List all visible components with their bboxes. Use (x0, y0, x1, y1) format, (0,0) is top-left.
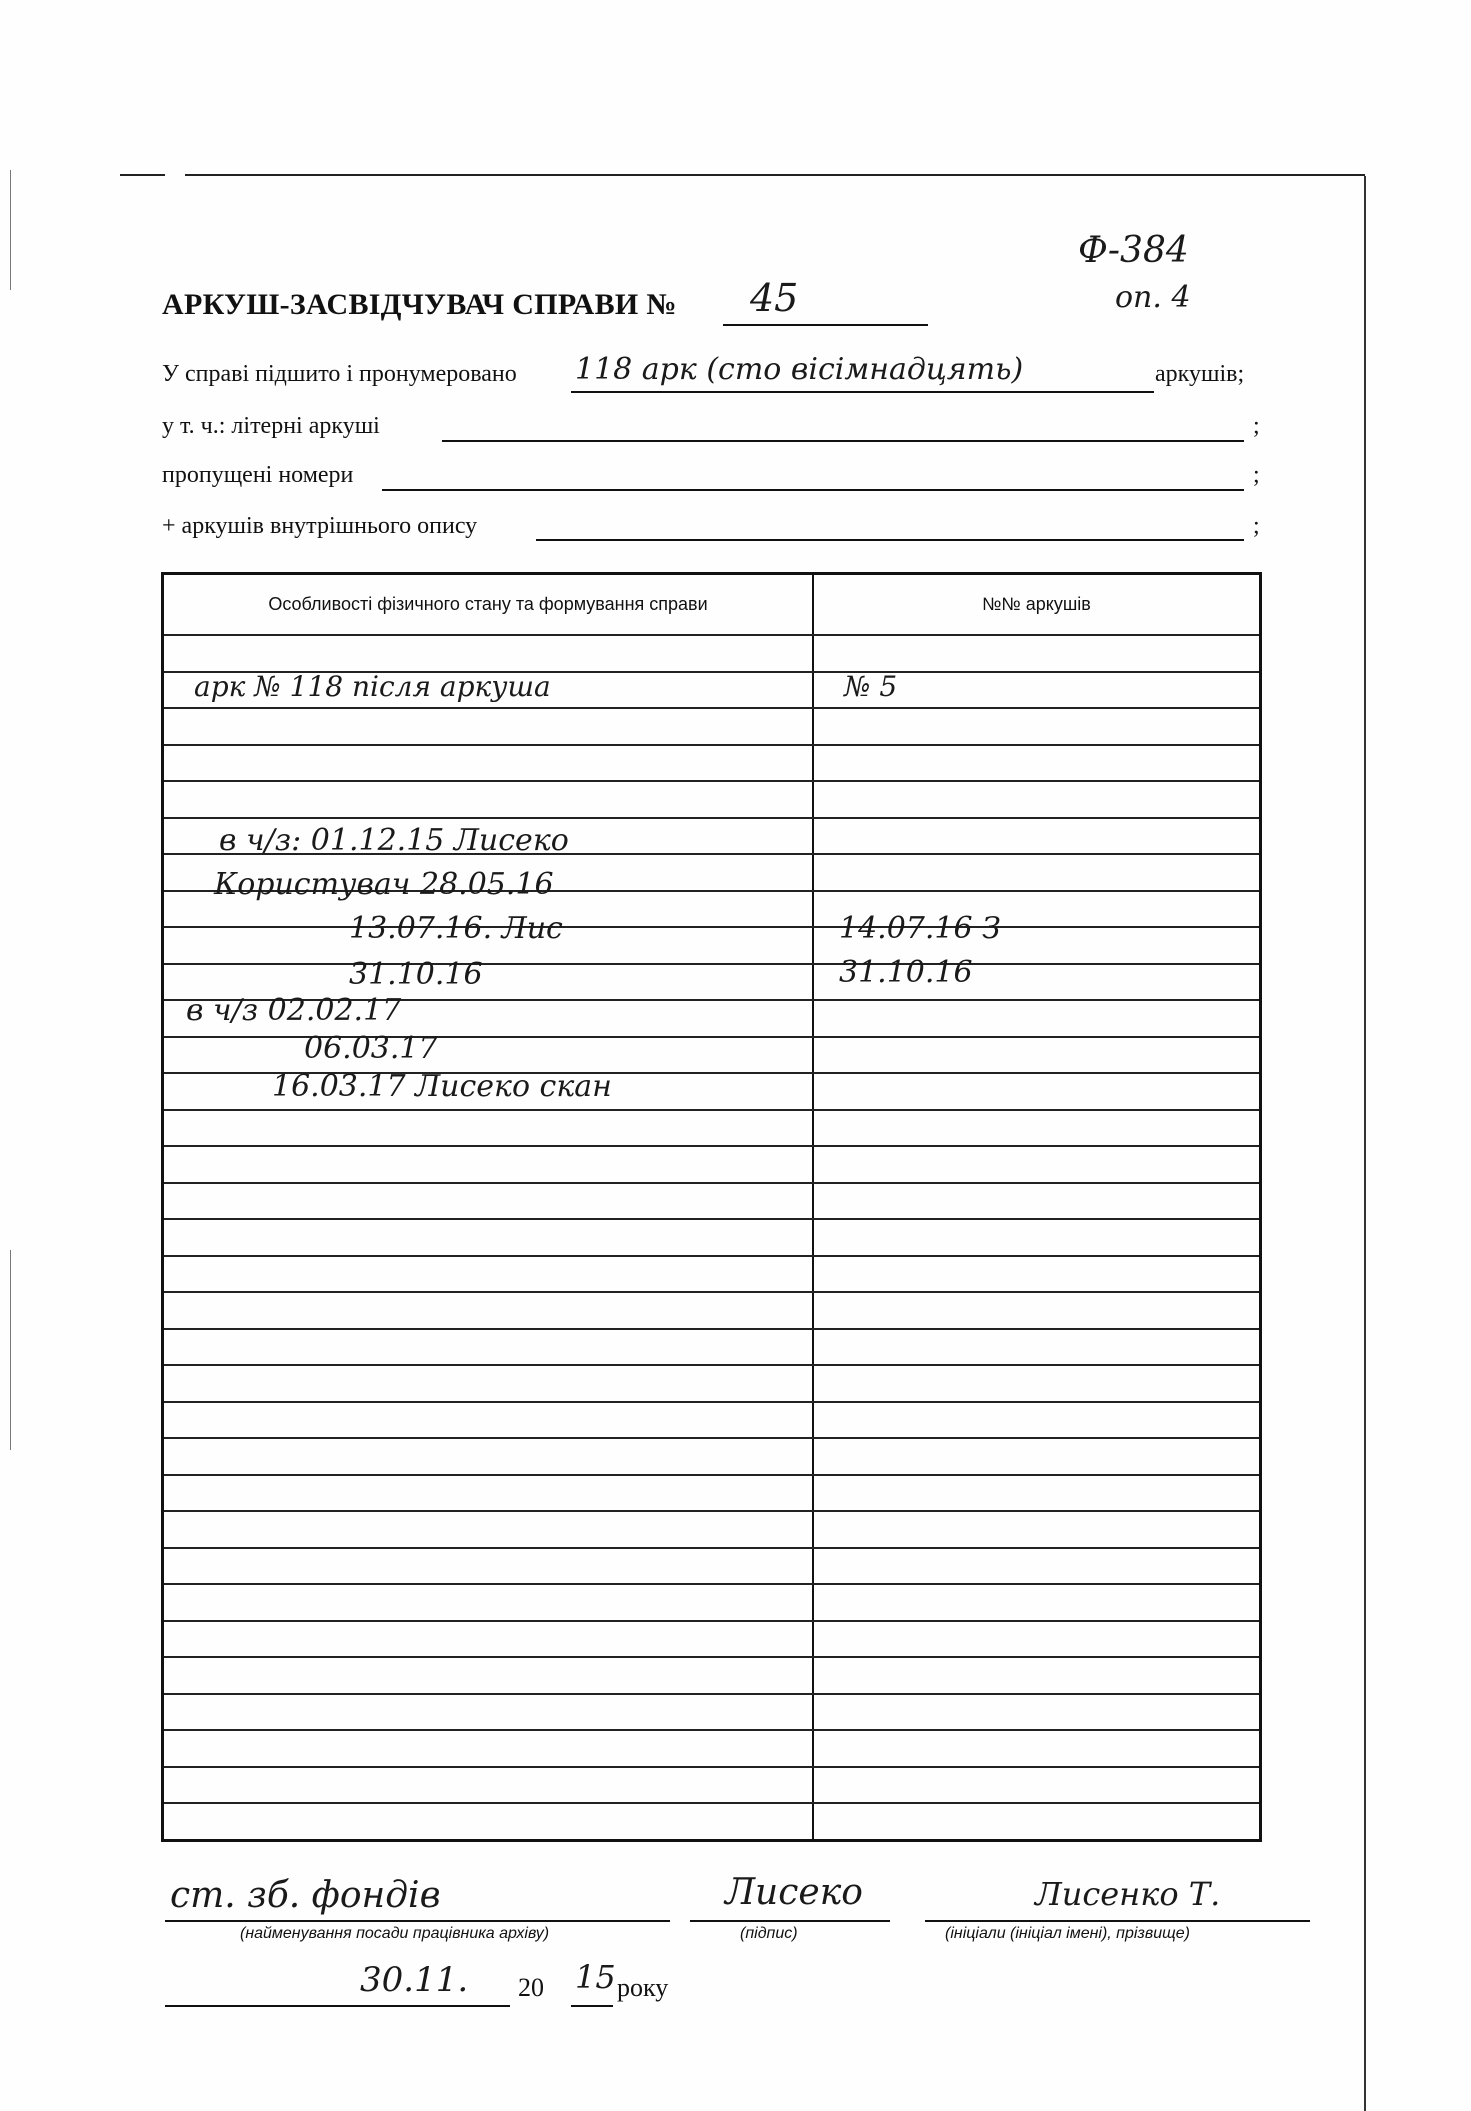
name-line (925, 1920, 1310, 1922)
table-row-line (164, 1547, 1259, 1549)
top-dash-mark (120, 174, 165, 176)
column-divider (812, 575, 814, 1839)
table-entry: 31.10.16 (349, 957, 483, 992)
table-entry: в ч/з: 01.12.15 Лисеко (219, 823, 569, 858)
year-suffix: року (617, 1973, 669, 2002)
table-row-line (164, 926, 1259, 928)
table-row-line (164, 1583, 1259, 1585)
top-border-line (185, 174, 1365, 176)
title-number-line (723, 324, 928, 326)
table-row-line (164, 1693, 1259, 1695)
table-row-line (164, 744, 1259, 746)
inner-inventory-line (536, 539, 1244, 541)
inner-inventory-label: + аркушів внутрішнього опису (162, 513, 478, 539)
column-header-condition: Особливості фізичного стану та формування справи (268, 594, 708, 614)
table-entry: 31.10.16 (839, 955, 973, 990)
left-scan-edge (10, 170, 11, 290)
table-entry: 16.03.17 Лисеко скан (272, 1069, 612, 1104)
table-row-line (164, 1291, 1259, 1293)
table-row-line (164, 963, 1259, 965)
table-row-line (164, 817, 1259, 819)
table-row-line (164, 1218, 1259, 1220)
missing-numbers-line (382, 489, 1244, 491)
table-entry: 14.07.16 З (839, 911, 1001, 946)
name-value: Лисенко Т. (1035, 1875, 1221, 1913)
table-entry: 06.03.17 (304, 1031, 438, 1066)
table-entry: № 5 (844, 670, 898, 703)
table-row-line (164, 1255, 1259, 1257)
year-line (571, 2005, 613, 2007)
table-row-line (164, 1401, 1259, 1403)
signature-line (690, 1920, 890, 1922)
table-row-line (164, 1510, 1259, 1512)
sheets-count-value: 118 арк (сто вісімнадцять) (575, 352, 1024, 387)
position-caption: (найменування посади працівника архіву) (240, 1925, 550, 1942)
year-value: 15 (575, 1958, 616, 1996)
table-entry: в ч/з 02.02.17 (186, 993, 402, 1028)
table-row-line (164, 1364, 1259, 1366)
date-line (165, 2005, 510, 2007)
table-entry: Користувач 28.05.16 (214, 867, 554, 902)
letter-sheets-line (442, 440, 1244, 442)
condition-table (161, 572, 1262, 1842)
table-row-line (164, 1729, 1259, 1731)
table-row-line (164, 1328, 1259, 1330)
corner-note-opys: оп. 4 (1115, 280, 1191, 315)
table-row-line (164, 1145, 1259, 1147)
missing-numbers-label: пропущені номери (162, 462, 354, 488)
name-caption: (ініціали (ініціал імені), прізвище) (945, 1925, 1190, 1942)
inner-inventory-semicolon: ; (1253, 513, 1260, 539)
table-row-line (164, 1620, 1259, 1622)
position-value: ст. зб. фондів (170, 1875, 441, 1916)
case-number: 45 (750, 276, 799, 320)
table-row-line (164, 1656, 1259, 1658)
corner-note-fond: Ф-384 (1078, 230, 1189, 271)
table-row-line (164, 1437, 1259, 1439)
column-header-sheet-numbers: №№ аркушів (982, 594, 1091, 614)
date-value: 30.11. (360, 1960, 469, 2000)
table-entry: 13.07.16. Лис (349, 911, 563, 946)
table-row-line (164, 634, 1259, 636)
sheets-count-label: У справі підшито і пронумеровано (162, 361, 517, 387)
sheets-count-line (571, 391, 1154, 393)
right-border-line (1364, 176, 1366, 2111)
table-row-line (164, 707, 1259, 709)
letter-sheets-label: у т. ч.: літерні аркуші (162, 413, 380, 439)
table-row-line (164, 780, 1259, 782)
signature: Лисеко (725, 1872, 863, 1913)
position-line (165, 1920, 670, 1922)
left-scan-edge (10, 1250, 11, 1450)
table-row-line (164, 1109, 1259, 1111)
year-prefix: 20 (518, 1973, 544, 2002)
table-row-line (164, 1474, 1259, 1476)
table-row-line (164, 1802, 1259, 1804)
page-title: АРКУШ-ЗАСВІДЧУВАЧ СПРАВИ № (162, 288, 677, 321)
letter-sheets-semicolon: ; (1253, 413, 1260, 439)
signature-caption: (підпис) (740, 1925, 798, 1942)
sheets-count-suffix: аркушів; (1155, 361, 1245, 387)
table-row-line (164, 1766, 1259, 1768)
table-entry: арк № 118 після аркуша (194, 670, 551, 703)
table-row-line (164, 1182, 1259, 1184)
missing-numbers-semicolon: ; (1253, 462, 1260, 488)
